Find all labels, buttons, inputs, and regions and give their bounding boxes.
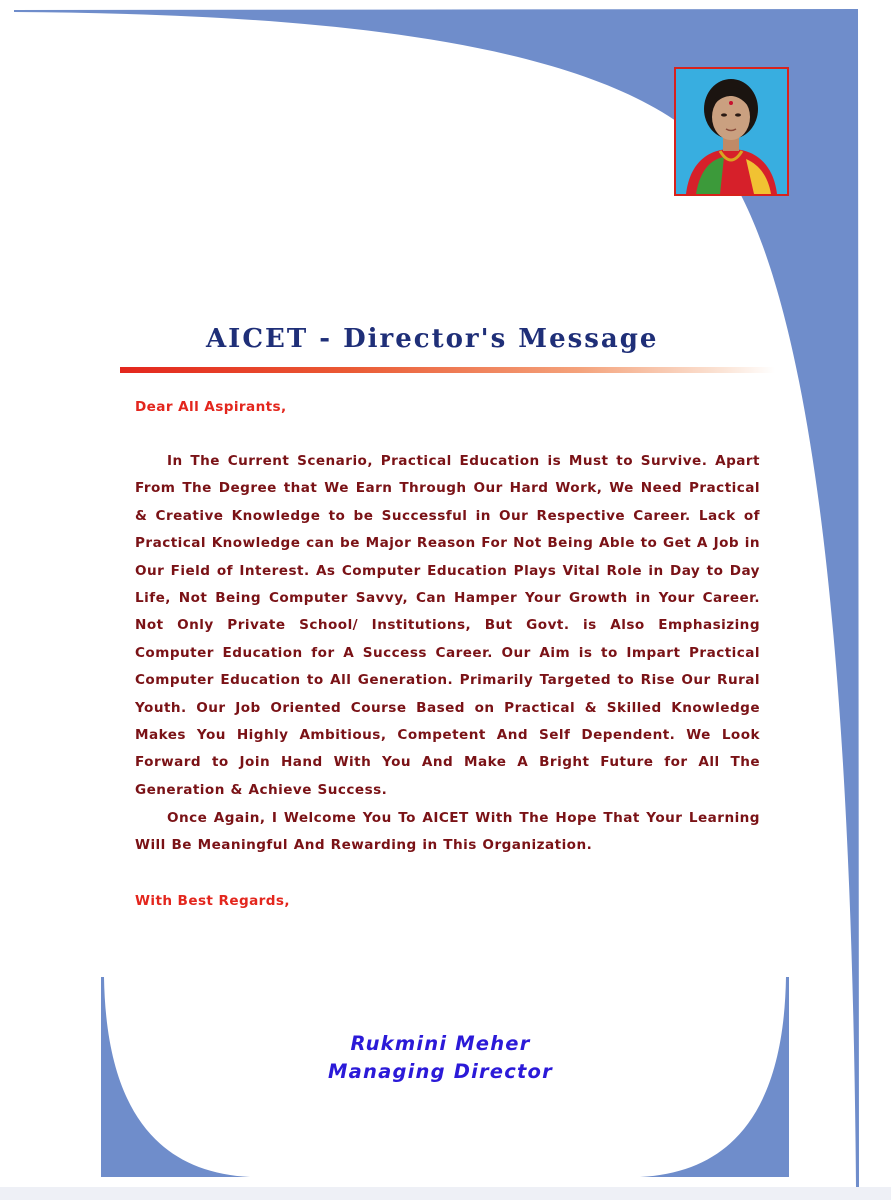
letter-paragraph: In The Current Scenario, Practical Education is Must to Survive. Apart From The Degree that We Earn Through Our Hard Work, We Need Practical & Creative Knowledge to be Successful in Our Respective Career. Lack of Practical Knowledge can be Major Reason For Not Being Able to Get A Job in Our Field of Interest. As Computer Education Plays Vital Role in Day to Day Life, Not Being Computer Savvy, Can Hamper Your Growth in Your Career. Not Only Private School/ Institutions, But Govt. is Also Emphasizing Computer Education for A Success Career. Our Aim is to Impart Practical Computer Education to All Generation. Primarily Targeted to Rise Our Rural Youth. Our Job Oriented Course Based on Practical & Skilled Knowledge Makes You Highly Ambitious, Competent And Self Dependent. We Look Forward to Join Hand With You And Make A Bright Future for All The Generation & Achieve Success.	[135, 453, 760, 798]
letter-paragraph: Once Again, I Welcome You To AICET With The Hope That Your Learning Will Be Meaningful And Rewarding in This Organization.	[135, 810, 760, 854]
portrait-image	[676, 69, 787, 194]
page-bottom-strip	[0, 1187, 891, 1200]
letter-closing: With Best Regards,	[135, 893, 290, 909]
signatory-designation: Managing Director	[328, 1060, 553, 1083]
signatory-name: Rukmini Meher	[350, 1032, 531, 1055]
letter-greeting: Dear All Aspirants,	[135, 399, 287, 415]
bottom-right-curve	[640, 977, 789, 1177]
title-underline-gradient	[120, 367, 775, 373]
director-photo	[674, 67, 789, 196]
bottom-left-curve	[101, 977, 250, 1177]
page-title: AICET - Director's Message	[206, 324, 659, 354]
signature-block	[300, 1030, 581, 1086]
